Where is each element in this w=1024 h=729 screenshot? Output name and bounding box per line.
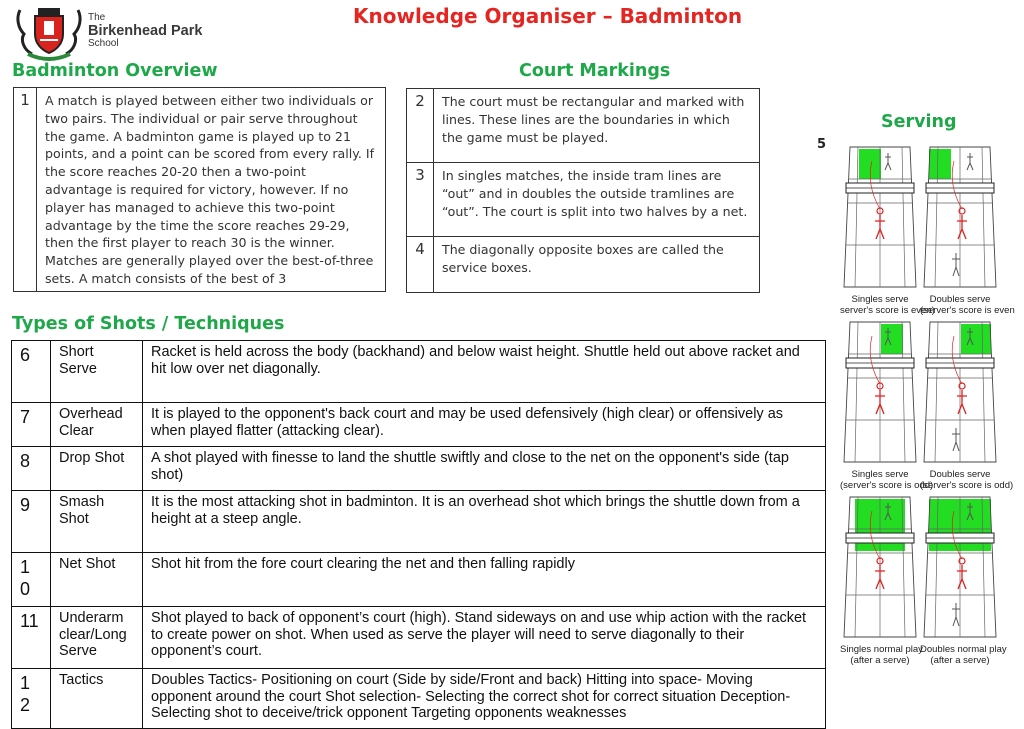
court-marking-number: 4 (407, 237, 434, 293)
court-caption (840, 469, 934, 491)
court-caption-line: Singles serve (851, 469, 909, 480)
court-icon (840, 320, 920, 465)
court-caption-line: (after a serve) (930, 655, 990, 666)
court-caption (920, 469, 1014, 491)
shot-number (12, 669, 51, 729)
court-marking-text: In singles matches, the inside tram lines are “out” and in doubles the outside tramlines are “out”. The court is split into two halves by a net. (434, 163, 760, 237)
court-icon (920, 495, 1000, 640)
overview-heading: Badminton Overview (12, 61, 218, 81)
shots-table (11, 340, 826, 729)
shot-number-text: 10 (20, 557, 31, 599)
court-caption (840, 294, 935, 316)
shot-number-text: 12 (20, 673, 31, 715)
court-marking-number: 2 (407, 89, 434, 163)
court-marking-number: 3 (407, 163, 434, 237)
shot-name: Net Shot (51, 553, 143, 607)
serving-court-diagram (840, 320, 934, 492)
shot-description: It is played to the opponent's back court and may be used defensively (high clear) or offensively as when played flatter (attacking clear). (143, 403, 826, 447)
court-caption-line: Doubles serve (929, 294, 991, 305)
shot-name: Tactics (51, 669, 143, 729)
court-markings-heading: Court Markings (519, 61, 671, 81)
court-caption-line: Singles normal play (840, 644, 923, 655)
serving-court-diagram (920, 320, 1014, 492)
school-name-line2: Birkenhead Park (88, 22, 203, 39)
court-icon (840, 495, 920, 640)
overview-number: 1 (14, 88, 37, 292)
shot-name: Underarm clear/Long Serve (51, 607, 143, 669)
shot-name: Drop Shot (51, 447, 143, 491)
shot-name: Smash Shot (51, 491, 143, 553)
court-caption-line: server's score is even) (840, 305, 935, 316)
court-icon (840, 145, 920, 290)
court-icon (920, 320, 1000, 465)
court-marking-text: The court must be rectangular and marked with lines. These lines are the boundaries in which the game must be played. (434, 89, 760, 163)
overview-text: A match is played between either two individuals or two pairs. The individual or pair serve throughout the game. A badminton game is played up to 21 points, and a point can be scored from every rally. If the score reaches 20-20 then a two-point advantage is required for victory, however. If no player has managed to achieve this two-point advantage by the time the score reaches 29-29, then the first player to reach 30 is the winner. Matches are generally played over the best-of-three sets. A match consists of the best of 3 (37, 88, 386, 292)
shot-number: 6 (12, 341, 51, 403)
school-name-line1: The (88, 12, 106, 23)
court-marking-text: The diagonally opposite boxes are called the service boxes. (434, 237, 760, 293)
serving-diagrams (840, 145, 1015, 675)
shot-name: Overhead Clear (51, 403, 143, 447)
shots-heading: Types of Shots / Techniques (12, 314, 285, 334)
court-caption (840, 644, 923, 666)
serving-heading: Serving (881, 112, 957, 132)
shot-number (12, 553, 51, 607)
court-caption-line: (server's score is even (920, 305, 1015, 316)
court-icon (920, 145, 1000, 290)
court-markings-table (406, 88, 760, 293)
shot-description: It is the most attacking shot in badminton. It is an overhead shot which brings the shuttle down from a height at a steep angle. (143, 491, 826, 553)
court-caption-line: (server's score is odd) (840, 480, 934, 491)
serving-court-diagram (920, 145, 1015, 317)
serving-court-diagram (920, 495, 1007, 667)
serving-number: 5 (817, 137, 827, 152)
serving-court-diagram (840, 495, 923, 667)
serving-court-diagram (840, 145, 935, 317)
court-caption-line: (server's score is odd) (920, 480, 1014, 491)
shot-description: Racket is held across the body (backhand) and below waist height. Shuttle held out above racket and hit low over net diagonally. (143, 341, 826, 403)
court-caption-line: Singles serve (851, 294, 909, 305)
court-caption (920, 644, 1007, 666)
court-caption-line: Doubles normal play (920, 644, 1007, 655)
shot-description: Shot hit from the fore court clearing the net and then falling rapidly (143, 553, 826, 607)
shot-number: 7 (12, 403, 51, 447)
court-caption-line: Doubles serve (929, 469, 991, 480)
shot-number: 8 (12, 447, 51, 491)
page-title: Knowledge Organiser – Badminton (353, 4, 743, 28)
court-caption (920, 294, 1015, 316)
shot-number: 11 (12, 607, 51, 669)
school-crest-logo (14, 4, 84, 62)
court-caption-line: (after a serve) (850, 655, 910, 666)
school-name-line3: School (88, 37, 119, 49)
shot-description: A shot played with finesse to land the shuttle swiftly and close to the net on the opponent's side (tap shot) (143, 447, 826, 491)
shot-description: Shot played to back of opponent’s court (high). Stand sideways on and use whip action with the racket to create power on shot. When used as serve the player will need to serve diagonally to their opponent’s court. (143, 607, 826, 669)
shot-name: Short Serve (51, 341, 143, 403)
shot-number: 9 (12, 491, 51, 553)
school-name (88, 13, 202, 49)
shot-description: Doubles Tactics- Positioning on court (Side by side/Front and back) Hitting into space- Moving opponent around the court Shot selection- Selecting the correct shot for correct situation Deception- Selecting shot to deceive/trick opponent Targeting opponents weaknesses (143, 669, 826, 729)
overview-table (13, 87, 386, 292)
